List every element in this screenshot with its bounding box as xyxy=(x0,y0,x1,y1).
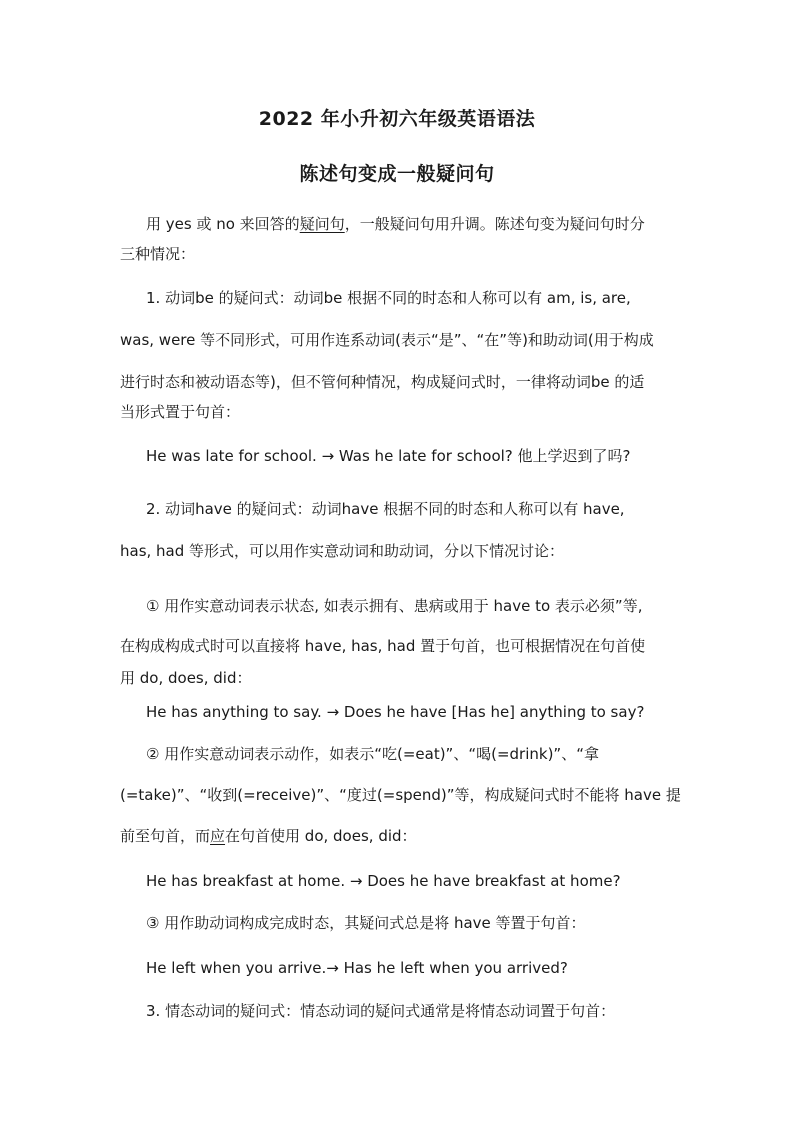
section3-line-1: 3. 情态动词的疑问式：情态动词的疑问式通常是将情态动词置于句首： xyxy=(146,1002,616,1020)
point3-line-1: ③ 用作助动词构成完成时态，其疑问式总是将 have 等置于句首： xyxy=(146,914,586,932)
section1-example: He was late for school. → Was he late for school? 他上学迟到了吗? xyxy=(146,447,631,465)
intro-text-after: ，一般疑问句用升调。陈述句变为疑问句时分 xyxy=(344,215,645,233)
point2-line-1: ② 用作实意动词表示动作，如表示“吃(=eat)”、“喝(=drink)”、“拿 xyxy=(146,745,599,763)
intro-line-2: 三种情况： xyxy=(120,245,196,263)
point2-text-before: 前至句首，而 xyxy=(120,827,211,845)
point1-line-1: ① 用作实意动词表示状态, 如表示拥有、患病或用于 have to 表示必须”等, xyxy=(146,597,643,615)
section1-line-3: 进行时态和被动语态等)，但不管何种情况，构成疑问式时，一律将动词be 的适 xyxy=(120,373,645,391)
section1-line-4: 当形式置于句首： xyxy=(120,403,241,421)
section1-line-1: 1. 动词be 的疑问式：动词be 根据不同的时态和人称可以有 am, is, are, xyxy=(146,289,631,307)
document-subtitle: 陈述句变成一般疑问句 xyxy=(299,163,495,185)
point1-example: He has anything to say. → Does he have [Has he] anything to say? xyxy=(146,703,645,721)
point2-line-2: (=take)”、“收到(=receive)”、“度过(=spend)”等，构成疑问式时不能将 have 提 xyxy=(120,786,681,804)
section2-line-1: 2. 动词have 的疑问式：动词have 根据不同的时态和人称可以有 have, xyxy=(146,500,625,518)
point2-underlined-word: 应 xyxy=(210,827,226,845)
point3-example: He left when you arrive.→ Has he left when you arrived? xyxy=(146,959,568,977)
point1-line-2: 在构成构成式时可以直接将 have, has, had 置于句首，也可根据情况在句首使 xyxy=(120,637,646,655)
point1-line-3: 用 do, does, did： xyxy=(120,669,252,687)
document-title: 2022 年小升初六年级英语语法 xyxy=(258,108,536,130)
point2-line-3 xyxy=(120,826,680,846)
intro-underlined-word: 疑问句 xyxy=(299,215,345,233)
intro-text-before: 用 yes 或 no 来回答的 xyxy=(146,215,300,233)
point2-text-after: 在句首使用 do, does, did： xyxy=(225,827,417,845)
intro-line-1 xyxy=(146,214,706,234)
section1-line-2: was, were 等不同形式，可用作连系动词(表示“是”、“在”等)和助动词(用于构成 xyxy=(120,331,654,349)
point2-example: He has breakfast at home. → Does he have breakfast at home? xyxy=(146,872,621,890)
section2-line-2: has, had 等形式，可以用作实意动词和助动词，分以下情况讨论： xyxy=(120,542,565,560)
